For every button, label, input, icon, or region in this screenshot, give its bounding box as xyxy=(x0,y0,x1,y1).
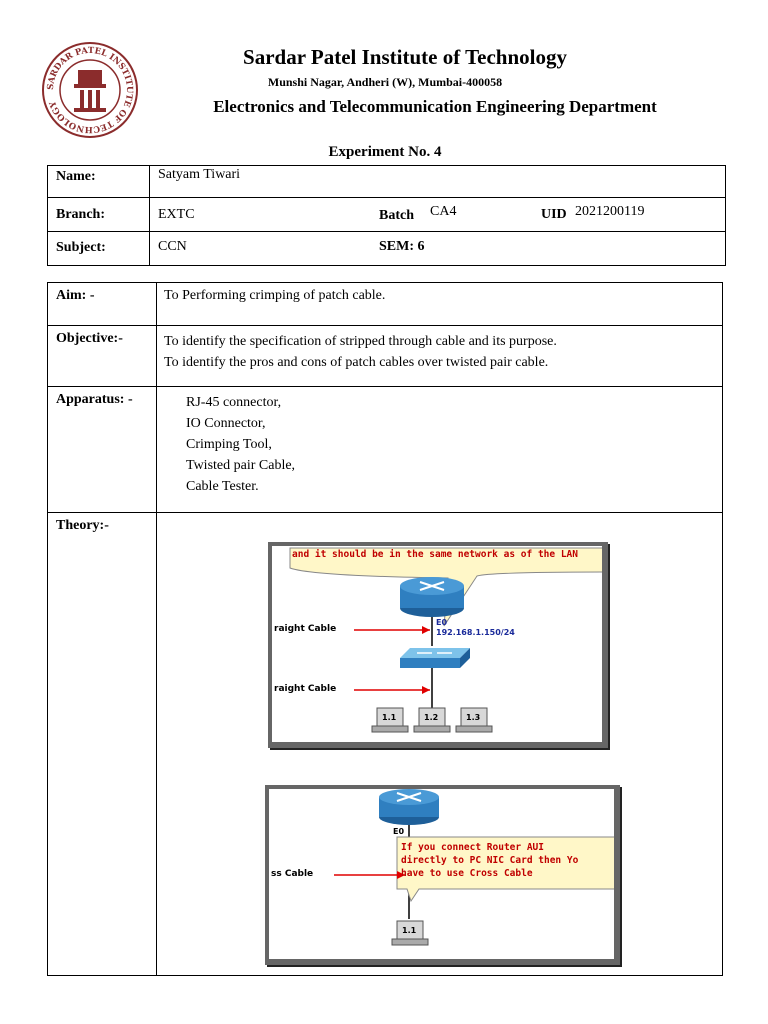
straight-cable-label: raight Cable xyxy=(274,684,337,694)
aim-label: Aim: - xyxy=(48,283,157,326)
apparatus-item: IO Connector, xyxy=(186,416,266,431)
diagram2-callout-line: have to use Cross Cable xyxy=(401,868,533,879)
pc-label: 1.1 xyxy=(382,713,397,722)
diagram1-callout-text: and it should be in the same network as of the LAN xyxy=(292,549,578,560)
router-icon xyxy=(400,577,464,617)
cross-cable-label: ss Cable xyxy=(271,869,314,879)
student-info-table xyxy=(47,165,726,266)
branch-cell xyxy=(150,198,726,232)
objective-line: To identify the pros and cons of patch cables over twisted pair cable. xyxy=(164,355,549,370)
apparatus-cell xyxy=(157,387,723,513)
router-icon xyxy=(379,789,439,825)
objective-line: To identify the specification of stripped through cable and its purpose. xyxy=(164,334,557,349)
cross-cable-diagram xyxy=(265,785,620,965)
apparatus-item: Twisted pair Cable, xyxy=(186,458,296,473)
router-port-label: E0 xyxy=(436,618,448,627)
branch-value: EXTC xyxy=(158,207,195,222)
subject-cell xyxy=(150,232,726,266)
apparatus-label: Apparatus: - xyxy=(48,387,157,513)
pc-label: 1.1 xyxy=(402,926,417,935)
name-value: Satyam Tiwari xyxy=(158,167,241,182)
straight-cable-diagram xyxy=(268,542,608,748)
objective-cell xyxy=(157,326,723,387)
uid-label: UID xyxy=(541,207,567,222)
department-name: Electronics and Telecommunication Engineering Department xyxy=(213,97,657,116)
batch-label: Batch xyxy=(379,208,414,223)
straight-cable-label: raight Cable xyxy=(274,624,337,634)
subject-label: Subject: xyxy=(48,232,150,266)
institute-seal-logo xyxy=(40,40,140,140)
switch-icon xyxy=(400,648,470,668)
apparatus-item: RJ-45 connector, xyxy=(186,395,282,410)
subject-value: CCN xyxy=(158,239,187,254)
objective-label: Objective:- xyxy=(48,326,157,387)
name-cell xyxy=(150,166,726,198)
branch-label: Branch: xyxy=(48,198,150,232)
pc-label: 1.3 xyxy=(466,713,481,722)
name-label: Name: xyxy=(48,166,150,198)
diagram2-callout-line: If you connect Router AUI xyxy=(401,842,544,853)
router-port-label: E0 xyxy=(393,827,405,836)
aim-text: To Performing crimping of patch cable. xyxy=(157,283,723,326)
experiment-number: Experiment No. 4 xyxy=(328,144,442,160)
apparatus-item: Cable Tester. xyxy=(186,479,259,494)
institute-name: Sardar Patel Institute of Technology xyxy=(243,45,567,69)
theory-label: Theory:- xyxy=(48,513,157,976)
router-ip-label: 192.168.1.150/24 xyxy=(436,628,515,637)
pc-label: 1.2 xyxy=(424,713,439,722)
svg-text:SARDAR PATEL INSTITUTE OF TECH: SARDAR PATEL INSTITUTE OF TECHNOLOGY xyxy=(45,45,135,135)
sem-label: SEM: 6 xyxy=(379,239,425,254)
batch-value: CA4 xyxy=(430,204,457,219)
institute-address: Munshi Nagar, Andheri (W), Mumbai-400058 xyxy=(267,75,503,89)
diagram2-callout-line: directly to PC NIC Card then Yo xyxy=(401,855,579,866)
apparatus-item: Crimping Tool, xyxy=(186,437,272,452)
uid-value: 2021200119 xyxy=(575,204,645,219)
